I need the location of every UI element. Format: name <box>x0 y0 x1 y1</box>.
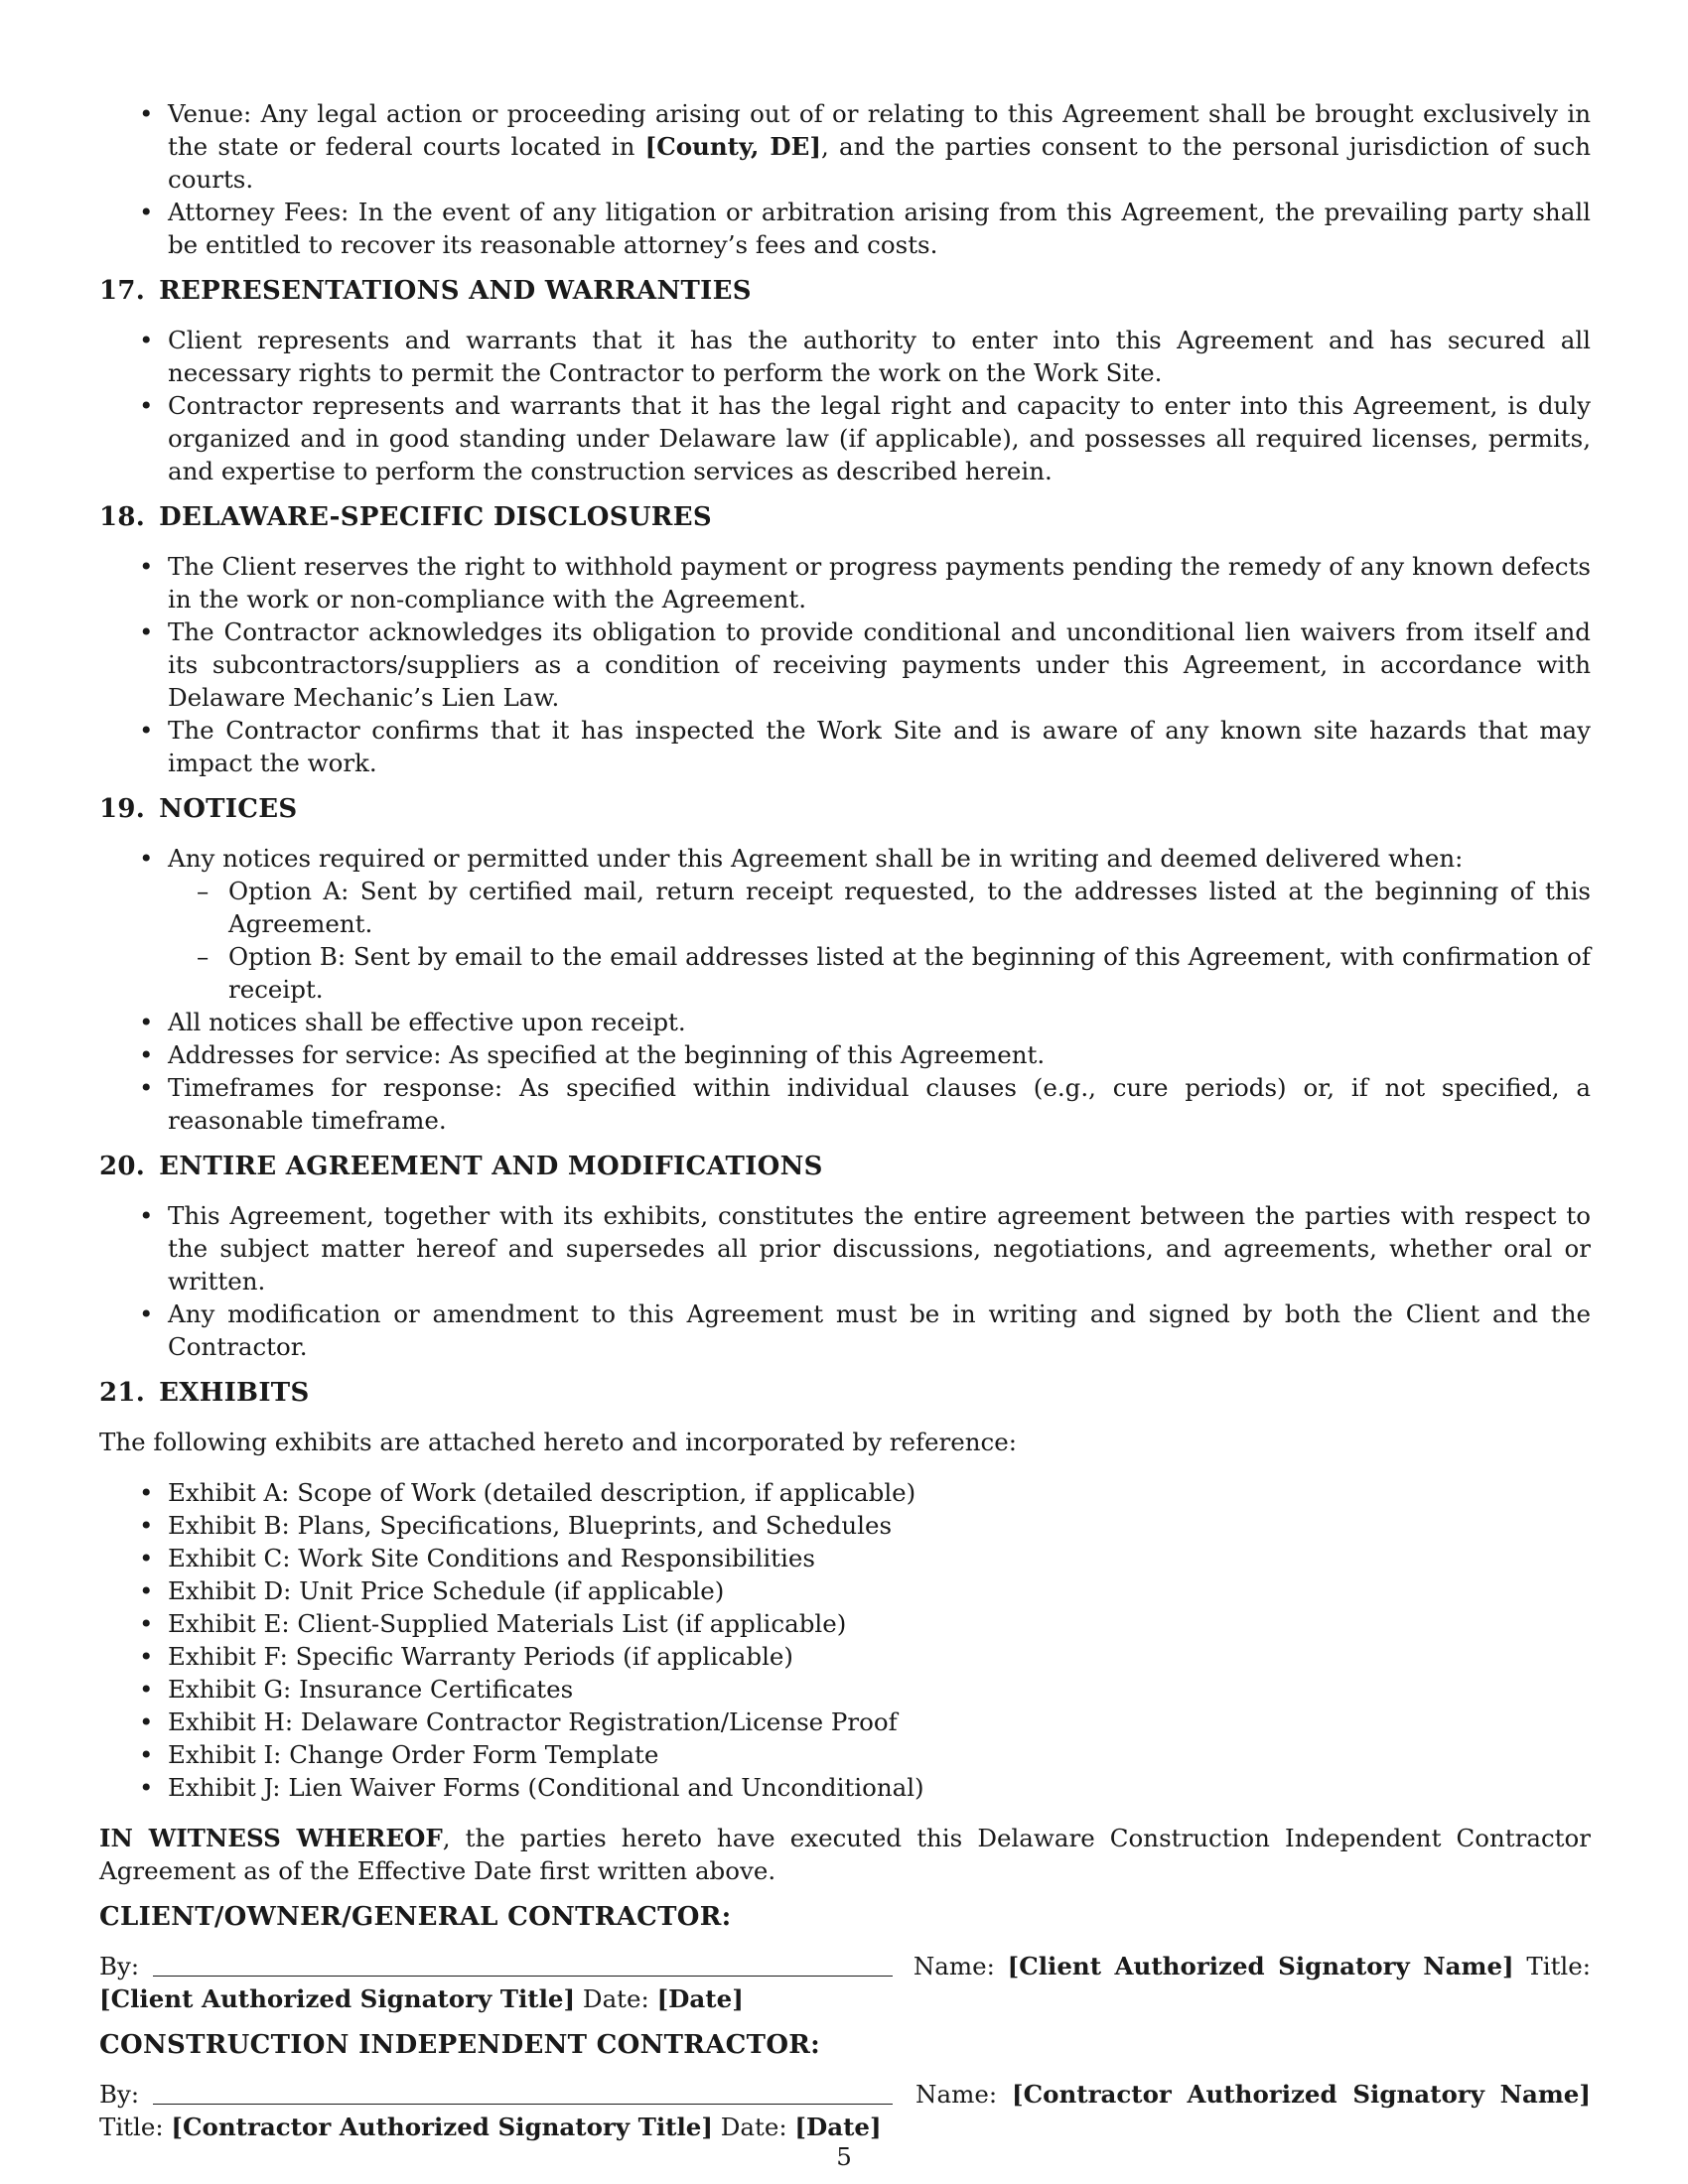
list-item: • Timeframes for response: As specified within individual clauses (e.g., cure periods) or, if not specified, a reasonable timeframe. <box>99 1071 1591 1137</box>
section-heading-18: 18. DELAWARE-SPECIFIC DISCLOSURES <box>99 502 712 532</box>
page-number: 5 <box>836 2142 852 2171</box>
list-item: • Exhibit A: Scope of Work (detailed description, if applicable) <box>99 1476 1591 1509</box>
list-item: • The Contractor acknowledges its obligation to provide conditional and unconditional lien waivers from itself and its subcontractors/suppliers as a condition of receiving payments under this Agreement, in accordance with Delaware Mechanic’s Lien Law. <box>99 615 1591 714</box>
list-item-attorney-fees: • Attorney Fees: In the event of any litigation or arbitration arising from this Agreement, the prevailing party shall be entitled to recover its reasonable attorney’s fees and costs. <box>99 196 1591 261</box>
list-item: • The Contractor confirms that it has inspected the Work Site and is aware of any known site hazards that may impact the work. <box>99 714 1591 779</box>
list-item: • Exhibit E: Client-Supplied Materials List (if applicable) <box>99 1607 1591 1640</box>
county-placeholder: [County, DE] <box>644 132 821 161</box>
contractor-signature-heading: CONSTRUCTION INDEPENDENT CONTRACTOR: <box>99 2030 821 2060</box>
exhibits-list <box>99 1476 1591 1804</box>
contractor-signature-line[interactable] <box>153 2080 893 2105</box>
notice-options-list <box>168 875 1591 1006</box>
exhibits-intro: The following exhibits are attached hereto and incorporated by reference: <box>99 1428 1017 1456</box>
client-signature-line[interactable] <box>153 1952 893 1977</box>
list-item: • Contractor represents and warrants that it has the legal right and capacity to enter into this Agreement, is duly organized and in good standing under Delaware law (if applicable), and possesses all required licenses, permits, and expertise to perform the construction services as described herein. <box>99 389 1591 487</box>
list-item: • Any notices required or permitted under this Agreement shall be in writing and deemed delivered when: – Option A: Sent by certified mail, return receipt requested, to the addresses listed at the beginning of this Agreement. – Option B: Sent by email to the email addresses listed at the beginning of this Agreement, with confirmation of receipt. <box>99 842 1591 1006</box>
client-title-placeholder: [Client Authorized Signatory Title] <box>99 1984 576 2013</box>
contractor-signature-block: By: Name: [Contractor Authorized Signatory Name] Title: [Contractor Authorized Signatory Title] Date: [Date] <box>99 2080 1591 2141</box>
client-name-placeholder: [Client Authorized Signatory Name] <box>1007 1952 1514 1980</box>
list-item-venue: • Venue: Any legal action or proceeding arising out of or relating to this Agreement shall be brought exclusively in the state or federal courts located in [County, DE], and the parties consent to the personal jurisdiction of such courts. <box>99 97 1591 196</box>
list-item: • The Client reserves the right to withhold payment or progress payments pending the remedy of any known defects in the work or non-compliance with the Agreement. <box>99 550 1591 615</box>
section-heading-21: 21. EXHIBITS <box>99 1378 310 1408</box>
list-item: • This Agreement, together with its exhibits, constitutes the entire agreement between the parties with respect to the subject matter hereof and supersedes all prior discussions, negotiations, and agreements, whether oral or written. <box>99 1199 1591 1297</box>
venue-list <box>99 97 1591 261</box>
contractor-name-placeholder: [Contractor Authorized Signatory Name] <box>1012 2080 1591 2109</box>
list-item: • Exhibit D: Unit Price Schedule (if applicable) <box>99 1574 1591 1607</box>
list-item: • Client represents and warrants that it has the authority to enter into this Agreement and has secured all necessary rights to permit the Contractor to perform the work on the Work Site. <box>99 324 1591 389</box>
section-heading-19: 19. NOTICES <box>99 794 298 824</box>
list-item: • Exhibit F: Specific Warranty Periods (if applicable) <box>99 1640 1591 1673</box>
contractor-date-placeholder: [Date] <box>794 2113 882 2141</box>
section-18-list <box>99 550 1591 779</box>
list-item-option-b: – Option B: Sent by email to the email addresses listed at the beginning of this Agreement, with confirmation of receipt. <box>99 940 1591 1006</box>
section-19-list <box>99 842 1591 1137</box>
list-item: • Addresses for service: As specified at the beginning of this Agreement. <box>99 1038 1591 1071</box>
witness-statement: IN WITNESS WHEREOF, the parties hereto have executed this Delaware Construction Independent Contractor Agreement as of the Effective Date first written above. <box>99 1824 1591 1885</box>
contractor-title-placeholder: [Contractor Authorized Signatory Title] <box>171 2113 713 2141</box>
client-signature-heading: CLIENT/OWNER/GENERAL CONTRACTOR: <box>99 1902 732 1932</box>
list-item: • Exhibit I: Change Order Form Template <box>99 1738 1591 1771</box>
list-item: • Exhibit B: Plans, Specifications, Blueprints, and Schedules <box>99 1509 1591 1542</box>
list-item: • Exhibit C: Work Site Conditions and Responsibilities <box>99 1542 1591 1574</box>
list-item: • Exhibit J: Lien Waiver Forms (Conditional and Unconditional) <box>99 1771 1591 1804</box>
list-item-option-a: – Option A: Sent by certified mail, return receipt requested, to the addresses listed at the beginning of this Agreement. <box>99 875 1591 940</box>
list-item: • All notices shall be effective upon receipt. <box>99 1006 1591 1038</box>
list-item: • Exhibit H: Delaware Contractor Registration/License Proof <box>99 1706 1591 1738</box>
list-item: • Any modification or amendment to this Agreement must be in writing and signed by both the Client and the Contractor. <box>99 1297 1591 1363</box>
section-heading-20: 20. ENTIRE AGREEMENT AND MODIFICATIONS <box>99 1152 823 1181</box>
section-heading-17: 17. REPRESENTATIONS AND WARRANTIES <box>99 276 752 306</box>
document-page <box>99 97 1591 2143</box>
client-date-placeholder: [Date] <box>656 1984 744 2013</box>
client-signature-block: By: Name: [Client Authorized Signatory Name] Title: [Client Authorized Signatory Title] Date: [Date] <box>99 1952 1592 2013</box>
list-item: • Exhibit G: Insurance Certificates <box>99 1673 1591 1706</box>
section-20-list <box>99 1199 1591 1363</box>
section-17-list <box>99 324 1591 487</box>
